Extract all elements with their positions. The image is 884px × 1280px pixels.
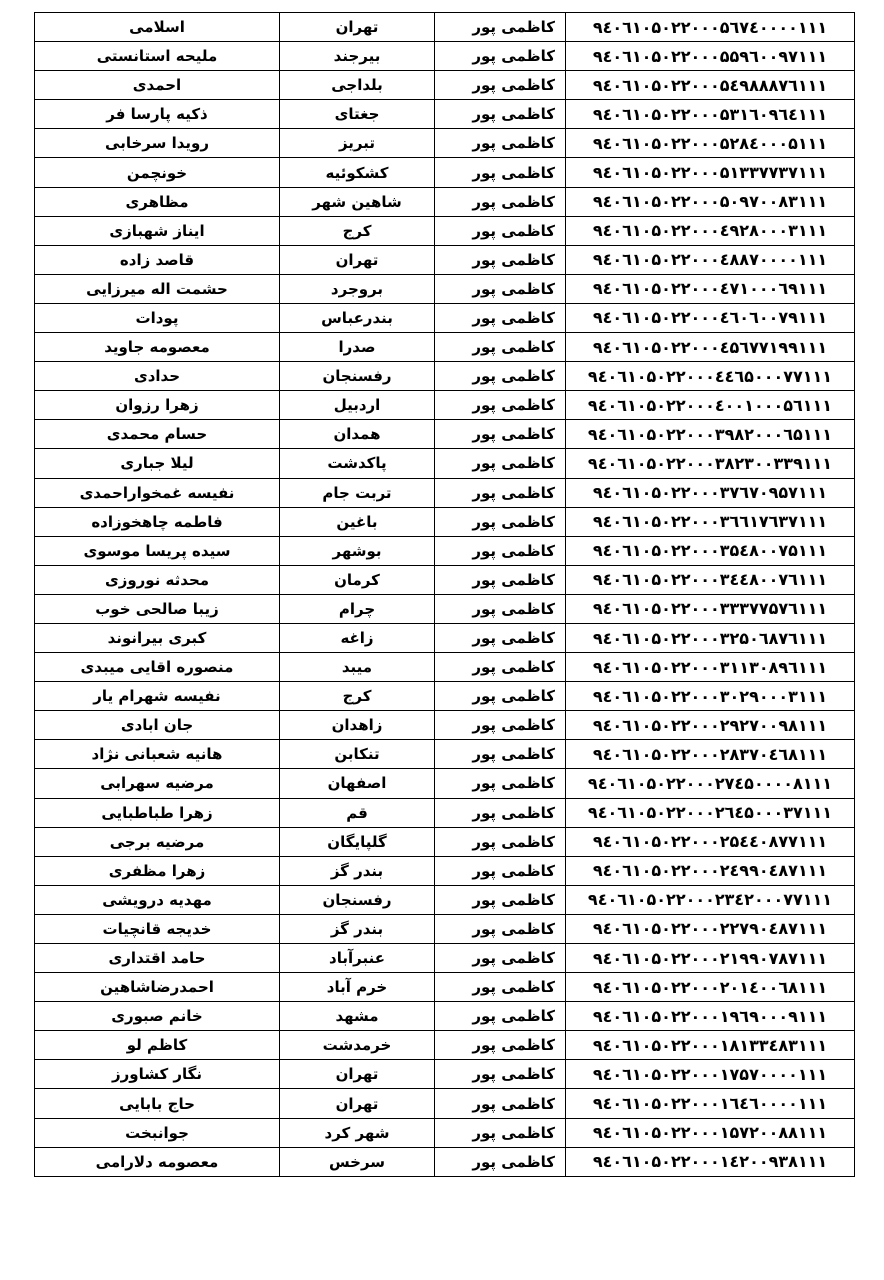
city-cell: همدان — [280, 420, 435, 449]
table-row — [35, 129, 855, 158]
number-cell: ۹٤۰٦۱۰۵۰۲۲۰۰۰۳٤٤۸۰۰۷٦۱۱۱ — [566, 565, 855, 594]
name-cell: زهرا طباطبایی — [35, 798, 280, 827]
number-cell: ۹٤۰٦۱۰۵۰۲۲۰۰۰۳۰۲۹۰۰۰۳۱۱۱ — [566, 682, 855, 711]
city-cell: تهران — [280, 13, 435, 42]
family-cell: کاظمی پور — [435, 13, 566, 42]
table-row — [35, 565, 855, 594]
table-row — [35, 536, 855, 565]
city-cell: خرمدشت — [280, 1031, 435, 1060]
name-cell: قاصد زاده — [35, 245, 280, 274]
city-cell: تهران — [280, 1060, 435, 1089]
family-cell: کاظمی پور — [435, 565, 566, 594]
number-cell: ۹٤۰٦۱۰۵۰۲۲۰۰۰۳۵٤۸۰۰۷۵۱۱۱ — [566, 536, 855, 565]
name-cell: خونچمن — [35, 158, 280, 187]
name-cell: رویدا سرخابی — [35, 129, 280, 158]
table-body — [35, 13, 855, 1177]
city-cell: کرمان — [280, 565, 435, 594]
family-cell: کاظمی پور — [435, 362, 566, 391]
name-cell: معصومه دلارامی — [35, 1147, 280, 1176]
name-cell: مهدیه درویشی — [35, 885, 280, 914]
table-row — [35, 362, 855, 391]
name-cell: حدادی — [35, 362, 280, 391]
family-cell: کاظمی پور — [435, 536, 566, 565]
city-cell: تبریز — [280, 129, 435, 158]
family-cell: کاظمی پور — [435, 420, 566, 449]
city-cell: چرام — [280, 594, 435, 623]
name-cell: احمدی — [35, 71, 280, 100]
name-cell: نفیسه شهرام یار — [35, 682, 280, 711]
number-cell: ۹٤۰٦۱۰۵۰۲۲۰۰۰۳۹۸۲۰۰۰٦۵۱۱۱ — [566, 420, 855, 449]
number-cell: ۹٤۰٦۱۰۵۰۲۲۰۰۰٤٤٦۵۰۰۰۷۷۱۱۱ — [566, 362, 855, 391]
city-cell: باغین — [280, 507, 435, 536]
city-cell: خرم آباد — [280, 973, 435, 1002]
number-cell: ۹٤۰٦۱۰۵۰۲۲۰۰۰۱۸۱۳۳٤۸۳۱۱۱ — [566, 1031, 855, 1060]
number-cell: ۹٤۰٦۱۰۵۰۲۲۰۰۰٤۷۱۰۰۰٦۹۱۱۱ — [566, 274, 855, 303]
name-cell: هانیه شعبانی نژاد — [35, 740, 280, 769]
number-cell: ۹٤۰٦۱۰۵۰۲۲۰۰۰۵۰۹۷۰۰۸۳۱۱۱ — [566, 187, 855, 216]
name-cell: معصومه جاوید — [35, 333, 280, 362]
city-cell: میبد — [280, 653, 435, 682]
table-row — [35, 303, 855, 332]
table-row — [35, 682, 855, 711]
family-cell: کاظمی پور — [435, 914, 566, 943]
table-row — [35, 653, 855, 682]
number-cell: ۹٤۰٦۱۰۵۰۲۲۰۰۰۲۵٤٤۰۸۷۷۱۱۱ — [566, 827, 855, 856]
name-cell: حسام محمدی — [35, 420, 280, 449]
family-cell: کاظمی پور — [435, 391, 566, 420]
family-cell: کاظمی پور — [435, 216, 566, 245]
name-cell: مرضیه سهرابی — [35, 769, 280, 798]
name-cell: حشمت اله میرزایی — [35, 274, 280, 303]
city-cell: شهر کرد — [280, 1118, 435, 1147]
name-cell: محدثه نوروزی — [35, 565, 280, 594]
table-row — [35, 1147, 855, 1176]
table-row — [35, 1002, 855, 1031]
city-cell: تربت جام — [280, 478, 435, 507]
name-cell: لیلا جباری — [35, 449, 280, 478]
name-cell: احمدرضاشاهین — [35, 973, 280, 1002]
city-cell: شاهین شهر — [280, 187, 435, 216]
number-cell: ۹٤۰٦۱۰۵۰۲۲۰۰۰۲۸۳۷۰٤٦۸۱۱۱ — [566, 740, 855, 769]
number-cell: ۹٤۰٦۱۰۵۰۲۲۰۰۰۳۷٦۷۰۹۵۷۱۱۱ — [566, 478, 855, 507]
number-cell: ۹٤۰٦۱۰۵۰۲۲۰۰۰۱٦٤٦۰۰۰۰۱۱۱ — [566, 1089, 855, 1118]
name-cell: زهرا مظفری — [35, 856, 280, 885]
city-cell: مشهد — [280, 1002, 435, 1031]
table-row — [35, 333, 855, 362]
document-sheet — [34, 12, 846, 1177]
name-cell: زیبا صالحی خوب — [35, 594, 280, 623]
family-cell: کاظمی پور — [435, 478, 566, 507]
city-cell: پاکدشت — [280, 449, 435, 478]
name-cell: فاطمه چاهخوزاده — [35, 507, 280, 536]
city-cell: اردبیل — [280, 391, 435, 420]
family-cell: کاظمی پور — [435, 623, 566, 652]
family-cell: کاظمی پور — [435, 885, 566, 914]
name-cell: جوانبخت — [35, 1118, 280, 1147]
family-cell: کاظمی پور — [435, 158, 566, 187]
number-cell: ۹٤۰٦۱۰۵۰۲۲۰۰۰٤۹۲۸۰۰۰۳۱۱۱ — [566, 216, 855, 245]
family-cell: کاظمی پور — [435, 798, 566, 827]
name-cell: کبری بیرانوند — [35, 623, 280, 652]
table-row — [35, 798, 855, 827]
number-cell: ۹٤۰٦۱۰۵۰۲۲۰۰۰٤۰۰۱۰۰۰۵٦۱۱۱ — [566, 391, 855, 420]
table-row — [35, 944, 855, 973]
table-row — [35, 711, 855, 740]
family-cell: کاظمی پور — [435, 1089, 566, 1118]
number-cell: ۹٤۰٦۱۰۵۰۲۲۰۰۰۵۳۱٦۰۹٦٤۱۱۱ — [566, 100, 855, 129]
number-cell: ۹٤۰٦۱۰۵۰۲۲۰۰۰۱۹٦۹۰۰۰۹۱۱۱ — [566, 1002, 855, 1031]
name-cell: سیده پریسا موسوی — [35, 536, 280, 565]
city-cell: جغتای — [280, 100, 435, 129]
family-cell: کاظمی پور — [435, 653, 566, 682]
table-row — [35, 973, 855, 1002]
family-cell: کاظمی پور — [435, 856, 566, 885]
table-row — [35, 507, 855, 536]
family-cell: کاظمی پور — [435, 71, 566, 100]
city-cell: سرخس — [280, 1147, 435, 1176]
table-row — [35, 216, 855, 245]
family-cell: کاظمی پور — [435, 1031, 566, 1060]
table-row — [35, 594, 855, 623]
city-cell: رفسنجان — [280, 362, 435, 391]
number-cell: ۹٤۰٦۱۰۵۰۲۲۰۰۰۳۸۲۳۰۰۳۳۹۱۱۱ — [566, 449, 855, 478]
table-row — [35, 158, 855, 187]
city-cell: بروجرد — [280, 274, 435, 303]
family-cell: کاظمی پور — [435, 507, 566, 536]
number-cell: ۹٤۰٦۱۰۵۰۲۲۰۰۰۲۷٤۵۰۰۰۰۸۱۱۱ — [566, 769, 855, 798]
number-cell: ۹٤۰٦۱۰۵۰۲۲۰۰۰۲۹۲۷۰۰۹۸۱۱۱ — [566, 711, 855, 740]
number-cell: ۹٤۰٦۱۰۵۰۲۲۰۰۰۳۳۳۷۷۵۷٦۱۱۱ — [566, 594, 855, 623]
name-cell: پودات — [35, 303, 280, 332]
city-cell: بندرعباس — [280, 303, 435, 332]
name-cell: خانم صبوری — [35, 1002, 280, 1031]
table-row — [35, 274, 855, 303]
table-row — [35, 391, 855, 420]
table-row — [35, 1089, 855, 1118]
city-cell: صدرا — [280, 333, 435, 362]
table-row — [35, 71, 855, 100]
number-cell: ۹٤۰٦۱۰۵۰۲۲۰۰۰۲۱۹۹۰۷۸۷۱۱۱ — [566, 944, 855, 973]
records-table — [34, 12, 855, 1177]
number-cell: ۹٤۰٦۱۰۵۰۲۲۰۰۰۲۰۱٤۰۰٦۸۱۱۱ — [566, 973, 855, 1002]
family-cell: کاظمی پور — [435, 769, 566, 798]
number-cell: ۹٤۰٦۱۰۵۰۲۲۰۰۰۵۱۳۳۷۷۳۷۱۱۱ — [566, 158, 855, 187]
city-cell: اصفهان — [280, 769, 435, 798]
city-cell: تهران — [280, 245, 435, 274]
city-cell: کرج — [280, 216, 435, 245]
number-cell: ۹٤۰٦۱۰۵۰۲۲۰۰۰۲٦٤۵۰۰۰۳۷۱۱۱ — [566, 798, 855, 827]
family-cell: کاظمی پور — [435, 973, 566, 1002]
city-cell: تنکابن — [280, 740, 435, 769]
number-cell: ۹٤۰٦۱۰۵۰۲۲۰۰۰۵۲۸٤۰۰۰۵۱۱۱ — [566, 129, 855, 158]
name-cell: اسلامی — [35, 13, 280, 42]
name-cell: مظاهری — [35, 187, 280, 216]
number-cell: ۹٤۰٦۱۰۵۰۲۲۰۰۰٤٦۰٦۰۰۷۹۱۱۱ — [566, 303, 855, 332]
name-cell: ایناز شهبازی — [35, 216, 280, 245]
city-cell: بلداجی — [280, 71, 435, 100]
table-row — [35, 769, 855, 798]
number-cell: ۹٤۰٦۱۰۵۰۲۲۰۰۰٤۸۸۷۰۰۰۰۱۱۱ — [566, 245, 855, 274]
table-row — [35, 100, 855, 129]
family-cell: کاظمی پور — [435, 1147, 566, 1176]
table-row — [35, 740, 855, 769]
number-cell: ۹٤۰٦۱۰۵۰۲۲۰۰۰۱۷۵۷۰۰۰۰۱۱۱ — [566, 1060, 855, 1089]
city-cell: رفسنجان — [280, 885, 435, 914]
family-cell: کاظمی پور — [435, 740, 566, 769]
city-cell: بندر گز — [280, 914, 435, 943]
city-cell: بیرجند — [280, 42, 435, 71]
family-cell: کاظمی پور — [435, 187, 566, 216]
name-cell: کاظم لو — [35, 1031, 280, 1060]
family-cell: کاظمی پور — [435, 100, 566, 129]
family-cell: کاظمی پور — [435, 711, 566, 740]
number-cell: ۹٤۰٦۱۰۵۰۲۲۰۰۰۳۲۵۰٦۸۷٦۱۱۱ — [566, 623, 855, 652]
table-row — [35, 1060, 855, 1089]
table-row — [35, 478, 855, 507]
number-cell: ۹٤۰٦۱۰۵۰۲۲۰۰۰۵٦۷٤۰۰۰۰۱۱۱ — [566, 13, 855, 42]
family-cell: کاظمی پور — [435, 274, 566, 303]
family-cell: کاظمی پور — [435, 594, 566, 623]
table-row — [35, 13, 855, 42]
table-row — [35, 42, 855, 71]
number-cell: ۹٤۰٦۱۰۵۰۲۲۰۰۰۵۵۹٦۰۰۹۷۱۱۱ — [566, 42, 855, 71]
table-row — [35, 827, 855, 856]
number-cell: ۹٤۰٦۱۰۵۰۲۲۰۰۰۱٤۲۰۰۹۳۸۱۱۱ — [566, 1147, 855, 1176]
table-row — [35, 623, 855, 652]
table-row — [35, 1031, 855, 1060]
family-cell: کاظمی پور — [435, 1060, 566, 1089]
name-cell: نگار کشاورز — [35, 1060, 280, 1089]
table-row — [35, 856, 855, 885]
table-row — [35, 914, 855, 943]
table-row — [35, 1118, 855, 1147]
table-row — [35, 187, 855, 216]
number-cell: ۹٤۰٦۱۰۵۰۲۲۰۰۰۲۲۷۹۰٤۸۷۱۱۱ — [566, 914, 855, 943]
name-cell: نفیسه غمخواراحمدی — [35, 478, 280, 507]
family-cell: کاظمی پور — [435, 682, 566, 711]
name-cell: مرضیه برجی — [35, 827, 280, 856]
table-row — [35, 420, 855, 449]
family-cell: کاظمی پور — [435, 303, 566, 332]
family-cell: کاظمی پور — [435, 1118, 566, 1147]
family-cell: کاظمی پور — [435, 1002, 566, 1031]
table-row — [35, 449, 855, 478]
city-cell: زاغه — [280, 623, 435, 652]
family-cell: کاظمی پور — [435, 944, 566, 973]
family-cell: کاظمی پور — [435, 129, 566, 158]
family-cell: کاظمی پور — [435, 245, 566, 274]
family-cell: کاظمی پور — [435, 827, 566, 856]
city-cell: قم — [280, 798, 435, 827]
city-cell: کشکوئیه — [280, 158, 435, 187]
name-cell: زهرا رزوان — [35, 391, 280, 420]
number-cell: ۹٤۰٦۱۰۵۰۲۲۰۰۰۵٤۹۸۸۸۷٦۱۱۱ — [566, 71, 855, 100]
table-row — [35, 245, 855, 274]
city-cell: کرج — [280, 682, 435, 711]
family-cell: کاظمی پور — [435, 333, 566, 362]
city-cell: گلپایگان — [280, 827, 435, 856]
name-cell: حاج بابایی — [35, 1089, 280, 1118]
name-cell: منصوره اقایی میبدی — [35, 653, 280, 682]
city-cell: تهران — [280, 1089, 435, 1118]
number-cell: ۹٤۰٦۱۰۵۰۲۲۰۰۰۳۱۱۳۰۸۹٦۱۱۱ — [566, 653, 855, 682]
name-cell: حامد اقتداری — [35, 944, 280, 973]
city-cell: عنبرآباد — [280, 944, 435, 973]
number-cell: ۹٤۰٦۱۰۵۰۲۲۰۰۰۲٤۹۹۰٤۸۷۱۱۱ — [566, 856, 855, 885]
number-cell: ۹٤۰٦۱۰۵۰۲۲۰۰۰۲۳٤۲۰۰۰۷۷۱۱۱ — [566, 885, 855, 914]
number-cell: ۹٤۰٦۱۰۵۰۲۲۰۰۰۱۵۷۲۰۰۸۸۱۱۱ — [566, 1118, 855, 1147]
number-cell: ۹٤۰٦۱۰۵۰۲۲۰۰۰۳٦٦۱۷٦۳۷۱۱۱ — [566, 507, 855, 536]
city-cell: بندر گز — [280, 856, 435, 885]
name-cell: خدیجه قانچیات — [35, 914, 280, 943]
family-cell: کاظمی پور — [435, 42, 566, 71]
name-cell: جان ابادی — [35, 711, 280, 740]
city-cell: بوشهر — [280, 536, 435, 565]
city-cell: زاهدان — [280, 711, 435, 740]
family-cell: کاظمی پور — [435, 449, 566, 478]
number-cell: ۹٤۰٦۱۰۵۰۲۲۰۰۰٤۵٦۷۷۱۹۹۱۱۱ — [566, 333, 855, 362]
name-cell: ملیحه استانستی — [35, 42, 280, 71]
table-row — [35, 885, 855, 914]
name-cell: ذکیه پارسا فر — [35, 100, 280, 129]
